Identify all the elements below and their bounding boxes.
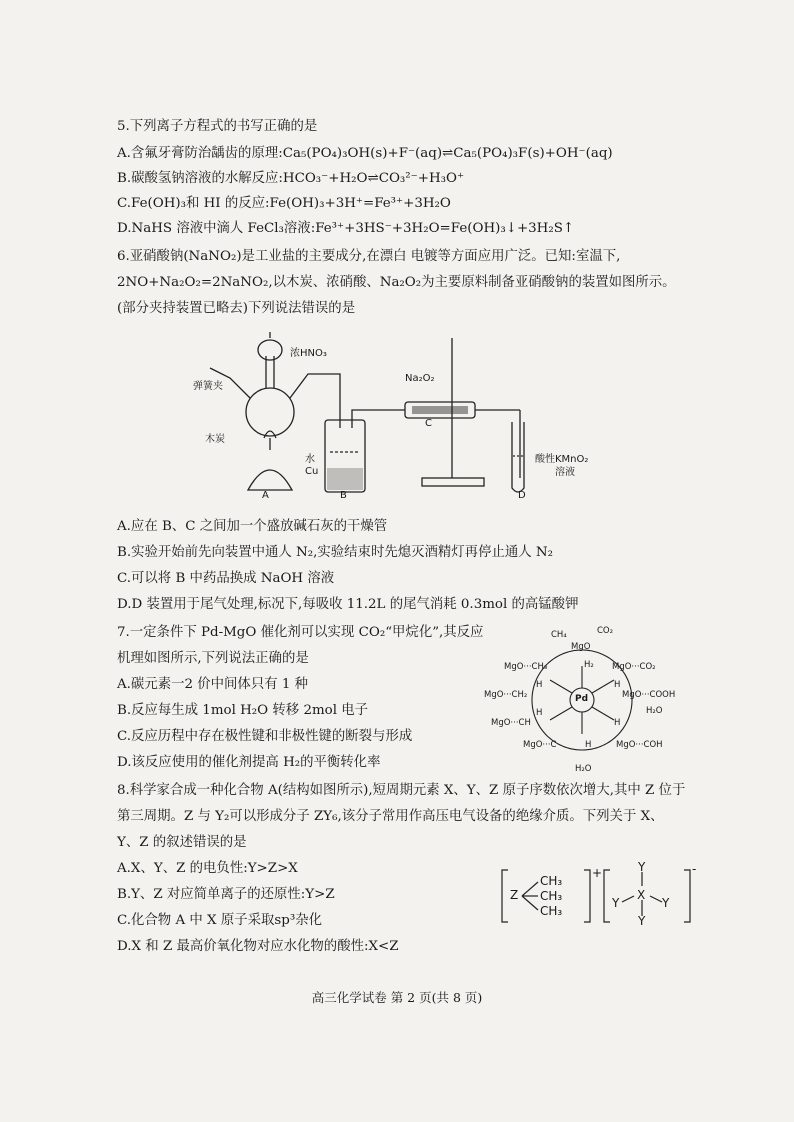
mech-mgo-cooh: MgO···COOH — [622, 690, 676, 700]
mech-h2o-1: H₂O — [646, 706, 663, 716]
q8-option-a: A.X、Y、Z 的电负性:Y>Z>X — [117, 861, 298, 876]
struct-y-right: Y — [662, 896, 670, 910]
mech-h2: H₂ — [584, 660, 594, 670]
q5-option-d: D.NaHS 溶液中滴人 FeCl₃溶液:Fe³⁺+3HS⁻+3H₂O=Fe(OH)₃↓+3H₂S↑ — [117, 221, 575, 236]
q7-stem-line-2: 机理如图所示,下列说法正确的是 — [117, 651, 309, 666]
struct-y-top: Y — [638, 860, 646, 874]
q7-option-d: D.该反应使用的催化剂提高 H₂的平衡转化率 — [117, 755, 381, 770]
mech-mgo-c: MgO···C — [523, 740, 557, 750]
q7-option-a: A.碳元素一2 价中间体只有 1 种 — [117, 677, 309, 692]
struct-y-bottom: Y — [638, 914, 646, 928]
mech-h-3: H — [536, 708, 543, 718]
dropping-funnel — [258, 340, 282, 360]
mech-h-4: H — [614, 718, 621, 728]
mech-h2o-2: H₂O — [575, 764, 592, 774]
q6-stem-line-2: 2NO+Na₂O₂=2NaNO₂,以木炭、浓硝酸、Na₂O₂为主要原料制备亚硝酸钠的装置如图所示。 — [117, 275, 676, 290]
struct-x: X — [637, 888, 646, 902]
q7-option-c: C.反应历程中存在极性键和非极性键的断裂与形成 — [117, 729, 413, 744]
flask-a — [246, 388, 294, 436]
q6-stem-line-1: 6.亚硝酸钠(NaNO₂)是工业盐的主要成分,在漂白 电镀等方面应用广泛。已知:室温下, — [117, 249, 621, 264]
mech-h-1: H — [536, 680, 543, 690]
label-a: A — [262, 490, 269, 501]
mech-mgo-ch2: MgO···CH₂ — [484, 690, 528, 700]
label-spring-clip: 弹簧夹 — [193, 381, 223, 392]
q8-stem-line-3: Y、Z 的叙述错误的是 — [117, 835, 247, 850]
q6-option-a: A.应在 B、C 之间加一个盛放碱石灰的干燥管 — [117, 519, 388, 534]
q8-option-d: D.X 和 Z 最高价氧化物对应水化物的酸性:X<Z — [117, 939, 399, 954]
label-water: 水 — [305, 454, 315, 465]
label-d: D — [518, 490, 526, 501]
q8-option-c: C.化合物 A 中 X 原子采取sp³杂化 — [117, 913, 322, 928]
mech-ch4: CH₄ — [551, 630, 567, 640]
alcohol-lamp-a — [248, 470, 292, 490]
mech-mgo-co2: MgO···CO₂ — [612, 662, 656, 672]
q6-option-c: C.可以将 B 中药品换成 NaOH 溶液 — [117, 571, 335, 586]
mech-mgo-coh: MgO···COH — [616, 740, 663, 750]
q8-stem-line-1: 8.科学家合成一种化合物 A(结构如图所示),短周期元素 X、Y、Z 原子序数依次增大,其中 Z 位于 — [117, 783, 686, 798]
mech-h-5: H — [585, 740, 592, 750]
mech-mgo-ch: MgO···CH — [491, 718, 531, 728]
q8-option-b: B.Y、Z 对应简单离子的还原性:Y>Z — [117, 887, 335, 902]
q5-stem: 5.下列离子方程式的书写正确的是 — [117, 119, 318, 134]
label-kmno4-line1: 酸性KMnO₂ — [535, 454, 589, 465]
q5-option-a: A.含氟牙膏防治龋齿的原理:Ca₅(PO₄)₃OH(s)+F⁻(aq)⇌Ca₅(PO₄)₃F(s)+OH⁻(aq) — [117, 146, 613, 161]
mech-h-2: H — [614, 680, 621, 690]
struct-y-left: Y — [612, 896, 620, 910]
struct-minus: - — [692, 862, 697, 876]
struct-ch3-2: CH₃ — [540, 889, 563, 903]
mech-mgo-top: MgO — [571, 642, 591, 652]
label-na2o2: Na₂O₂ — [405, 373, 435, 384]
label-kmno4-line2: 溶液 — [555, 467, 575, 478]
label-b: B — [340, 490, 347, 501]
q6-apparatus-figure — [190, 328, 610, 508]
page-footer: 高三化学试卷 第 2 页(共 8 页) — [311, 990, 483, 1005]
label-cu: Cu — [305, 466, 319, 477]
test-tube-d — [512, 422, 524, 492]
struct-ch3-1: CH₃ — [540, 874, 563, 888]
q5-option-c: C.Fe(OH)₃和 HI 的反应:Fe(OH)₃+3H⁺=Fe³⁺+3H₂O — [117, 196, 451, 211]
q8-stem-line-2: 第三周期。Z 与 Y₂可以形成分子 ZY₆,该分子常用作高压电气设备的绝缘介质。下列关于 X、 — [117, 809, 664, 824]
q5-option-b: B.碳酸氢钠溶液的水解反应:HCO₃⁻+H₂O⇌CO₃²⁻+H₃O⁺ — [117, 171, 465, 186]
q7-option-b: B.反应每生成 1mol H₂O 转移 2mol 电子 — [117, 703, 369, 718]
q6-stem-line-3: (部分夹持装置已略去)下列说法错误的是 — [117, 301, 356, 316]
mech-co2: CO₂ — [597, 626, 614, 636]
label-c: C — [425, 418, 432, 429]
q6-option-b: B.实验开始前先向装置中通人 N₂,实验结束时先熄灭酒精灯再停止通人 N₂ — [117, 545, 553, 560]
q7-stem-line-1: 7.一定条件下 Pd-MgO 催化剂可以实现 CO₂“甲烷化”,其反应 — [117, 625, 484, 640]
mech-pd: Pd — [575, 694, 589, 704]
q6-option-d: D.D 装置用于尾气处理,标况下,每吸收 11.2L 的尾气消耗 0.3mol 的高锰酸钾 — [117, 597, 579, 612]
struct-ch3-3: CH₃ — [540, 904, 563, 918]
struct-z: Z — [510, 888, 519, 902]
label-conc-hno3: 浓HNO₃ — [290, 348, 327, 359]
label-charcoal: 木炭 — [205, 434, 225, 445]
struct-plus: + — [592, 866, 603, 880]
mech-mgo-ch3: MgO···CH₃ — [504, 662, 548, 672]
